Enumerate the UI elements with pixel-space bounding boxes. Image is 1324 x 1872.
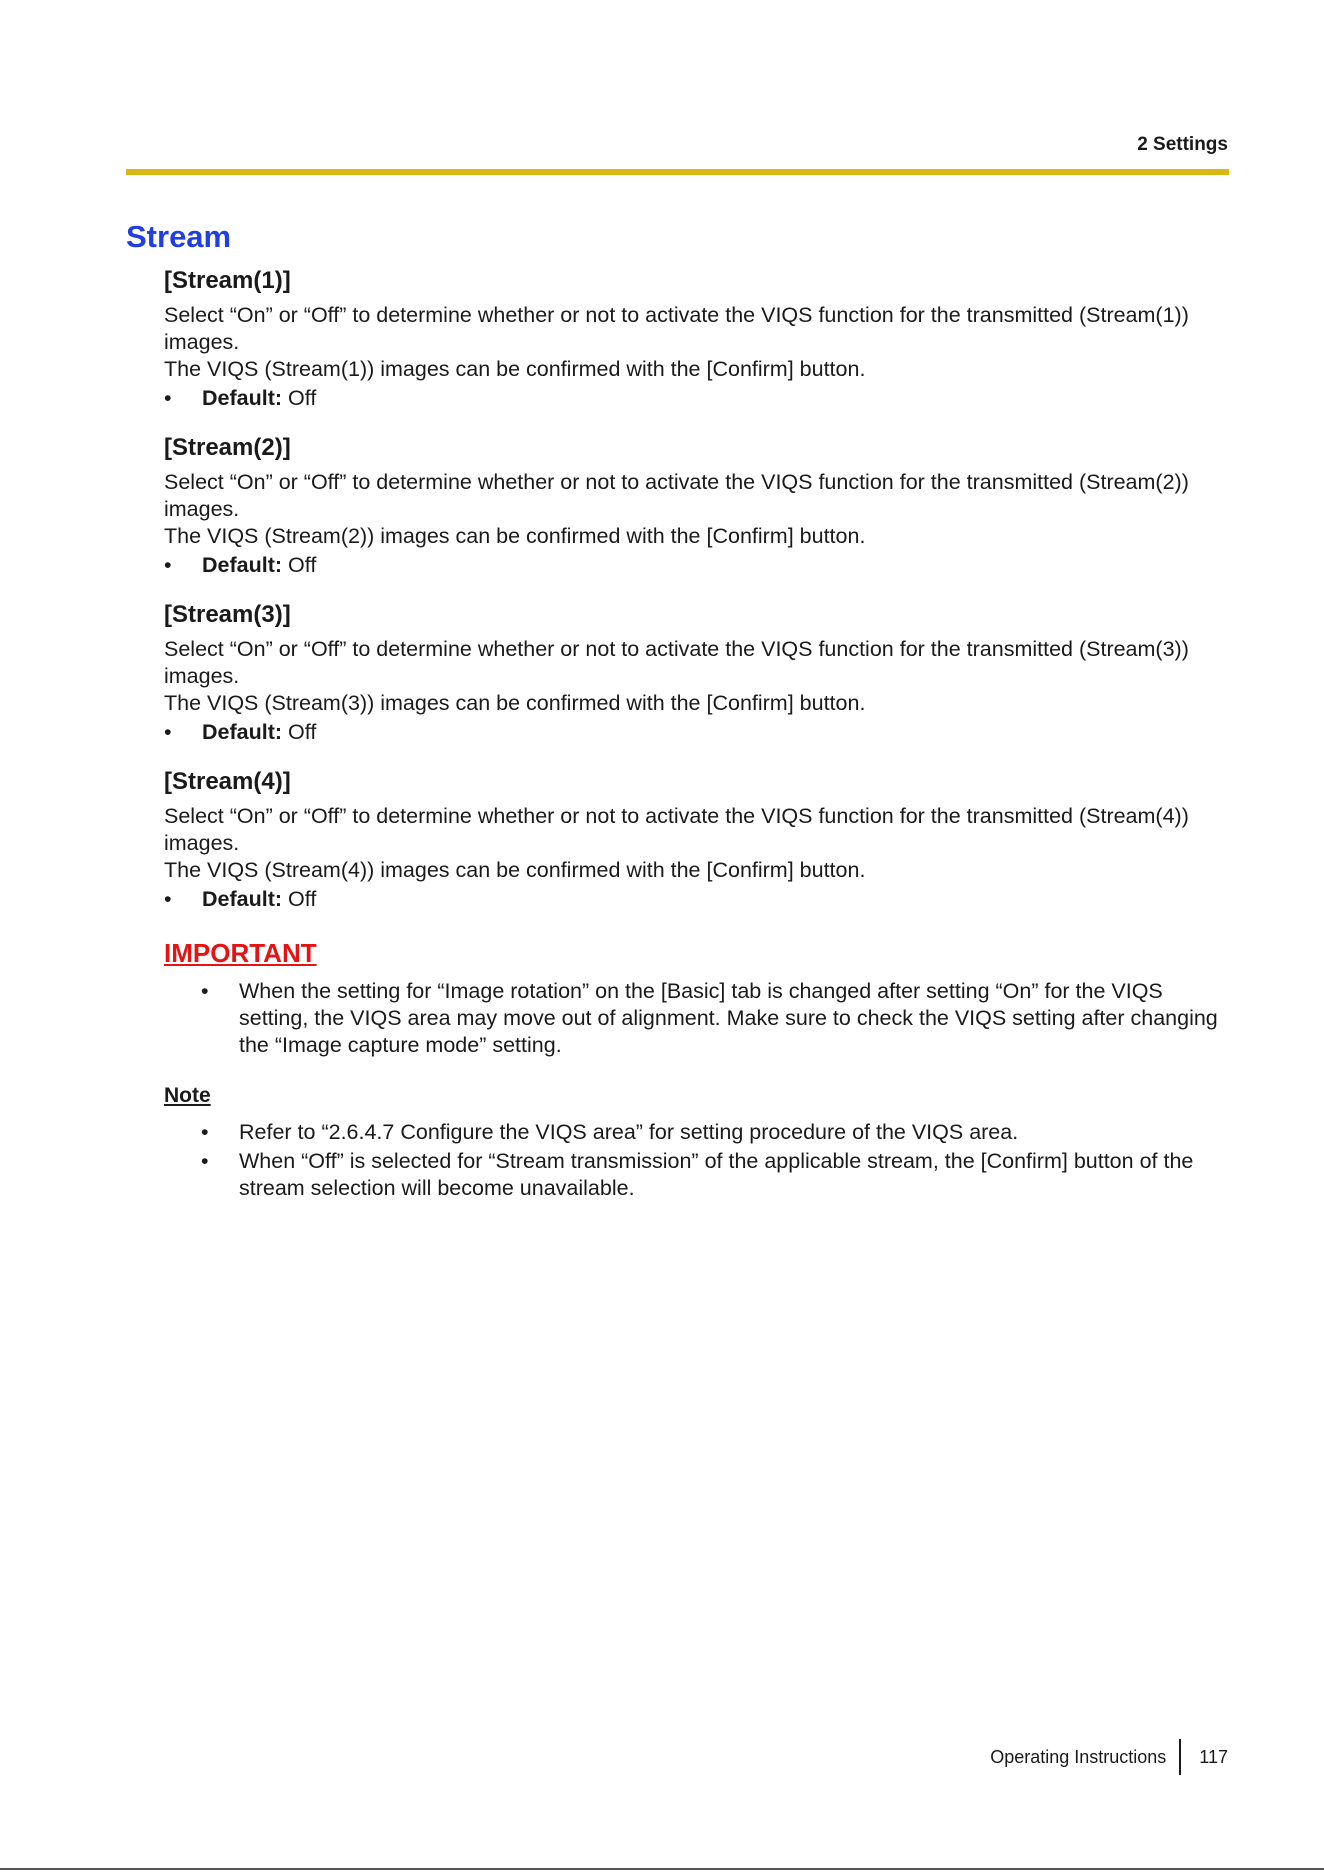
entry-confirm-note: The VIQS (Stream(3)) images can be confirmed with the [Confirm] button.: [164, 691, 866, 715]
entry-title: [Stream(4)]: [164, 768, 291, 795]
page-footer: [990, 1739, 1228, 1775]
entry-title: [Stream(3)]: [164, 601, 291, 628]
section-content: [164, 262, 1234, 1204]
entry-description: Select “On” or “Off” to determine whether or not to activate the VIQS function for the transmitted (Stream(1)) images.: [164, 303, 1189, 354]
note-item: [164, 1119, 1234, 1146]
default-value: Off: [288, 553, 317, 577]
default-label: Default:: [202, 553, 283, 577]
bullet-icon: •: [201, 1149, 209, 1173]
entry-description: Select “On” or “Off” to determine whether or not to activate the VIQS function for the transmitted (Stream(2)) images.: [164, 470, 1189, 521]
default-line: [164, 886, 1234, 913]
bullet-icon: •: [164, 386, 172, 410]
entry-confirm-note: The VIQS (Stream(4)) images can be confirmed with the [Confirm] button.: [164, 858, 866, 882]
entry-description: Select “On” or “Off” to determine whether or not to activate the VIQS function for the transmitted (Stream(4)) images.: [164, 804, 1189, 855]
default-line: [164, 552, 1234, 579]
default-value: Off: [288, 887, 317, 911]
entry-title: [Stream(1)]: [164, 267, 291, 294]
entry-stream-1: [164, 262, 1234, 412]
page-number: 117: [1199, 1746, 1228, 1767]
default-line: [164, 719, 1234, 746]
important-item-text: When the setting for “Image rotation” on the [Basic] tab is changed after setting “On” for the VIQS setting, the VIQS area may move out of alignment. Make sure to check the VIQS setting after changing the “Image capture mode” setting.: [239, 979, 1218, 1057]
entry-stream-2: [164, 429, 1234, 579]
bullet-icon: •: [164, 720, 172, 744]
default-value: Off: [288, 386, 317, 410]
footer-doc-title: Operating Instructions: [990, 1746, 1167, 1767]
entry-stream-3: [164, 596, 1234, 746]
entry-confirm-note: The VIQS (Stream(2)) images can be confirmed with the [Confirm] button.: [164, 524, 866, 548]
default-label: Default:: [202, 386, 283, 410]
bottom-edge-line: [0, 1868, 1324, 1870]
default-label: Default:: [202, 887, 283, 911]
note-item-text: Refer to “2.6.4.7 Configure the VIQS area” for setting procedure of the VIQS area.: [239, 1120, 1019, 1144]
chapter-label: 2 Settings: [1137, 134, 1228, 155]
default-value: Off: [288, 720, 317, 744]
entry-description: Select “On” or “Off” to determine whether or not to activate the VIQS function for the transmitted (Stream(3)) images.: [164, 637, 1189, 688]
note-item-text: When “Off” is selected for “Stream transmission” of the applicable stream, the [Confirm] button of the stream selection will become unavailable.: [239, 1149, 1194, 1200]
entry-confirm-note: The VIQS (Stream(1)) images can be confirmed with the [Confirm] button.: [164, 357, 866, 381]
entry-title: [Stream(2)]: [164, 434, 291, 461]
default-line: [164, 385, 1234, 412]
default-label: Default:: [202, 720, 283, 744]
header-rule: [126, 169, 1229, 175]
important-heading: IMPORTANT: [164, 938, 317, 968]
footer-divider: [1179, 1739, 1181, 1775]
note-list: [164, 1119, 1234, 1202]
important-list: [164, 978, 1234, 1059]
important-item: [164, 978, 1234, 1059]
section-title: Stream: [126, 219, 232, 254]
entry-stream-4: [164, 763, 1234, 913]
bullet-icon: •: [201, 979, 209, 1003]
bullet-icon: •: [201, 1120, 209, 1144]
note-item: [164, 1148, 1234, 1202]
note-heading: Note: [164, 1084, 211, 1107]
bullet-icon: •: [164, 553, 172, 577]
bullet-icon: •: [164, 887, 172, 911]
